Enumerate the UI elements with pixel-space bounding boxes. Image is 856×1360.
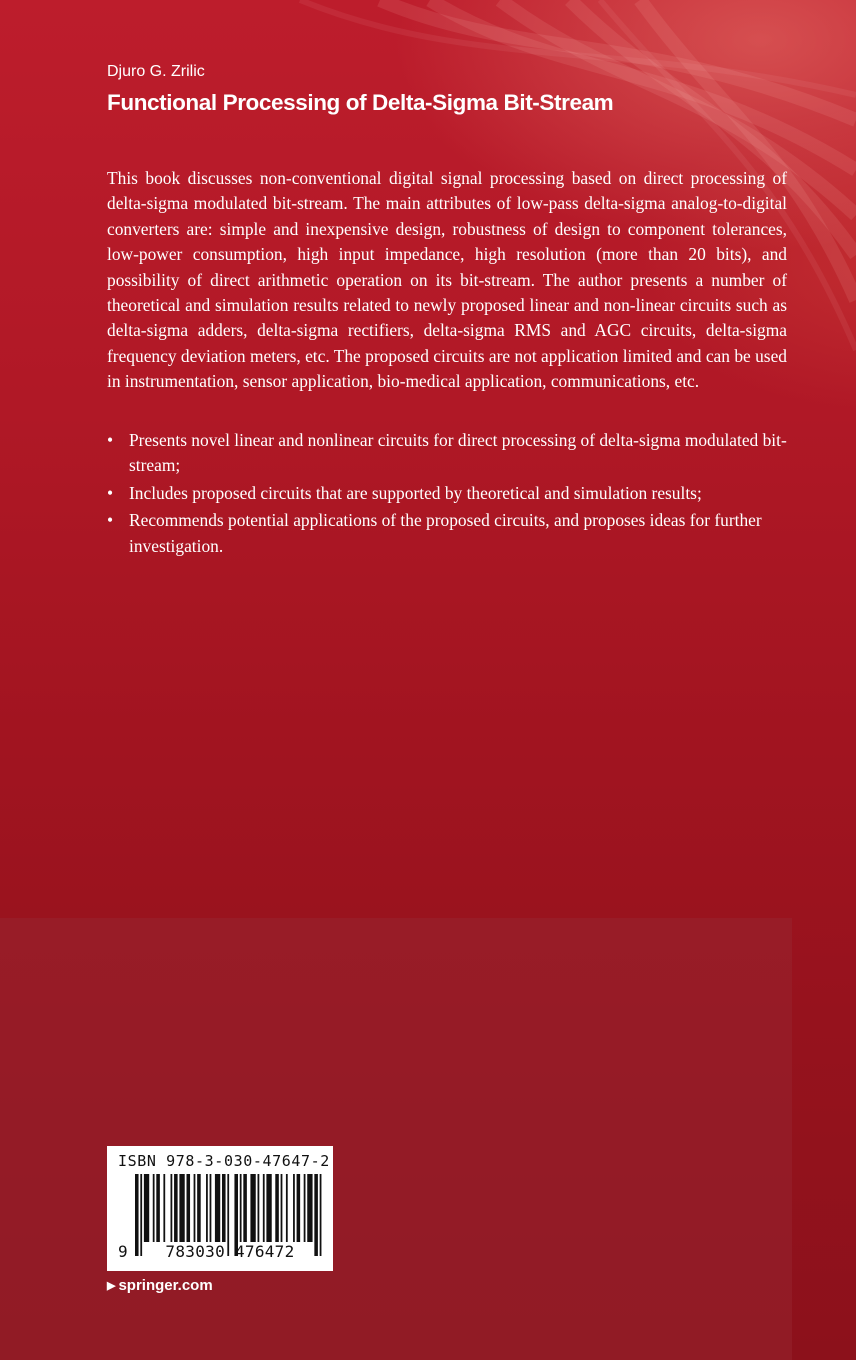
barcode-bar [174, 1174, 178, 1242]
book-description: This book discusses non-conventional digital signal processing based on direct processing of delta-sigma modulated bit-stream. The main attributes of low-pass delta-sigma analog-to-digital converters are: simple and inexpensive design, robustness of design to component tolerances, low-power consumption, high input impedance, high resolution (more than 20 bits), and possibility of direct arithmetic operation on its bit-stream. The author presents a number of theoretical and simulation results related to newly proposed linear and non-linear circuits such as delta-sigma adders, delta-sigma rectifiers, delta-sigma RMS and AGC circuits, delta-sigma frequency deviation meters, etc. The proposed circuits are not application limited and can be used in instrumentation, sensor application, bio-medical application, communications, etc. [107, 168, 787, 392]
barcode-bar [222, 1174, 226, 1242]
barcode-bar [197, 1174, 201, 1242]
barcode-bar [266, 1174, 271, 1242]
isbn-label: ISBN 978-3-030-47647-2 [118, 1152, 330, 1170]
bullet-icon: • [107, 510, 114, 531]
ean-digits: 783030 476472 [165, 1242, 295, 1261]
barcode-bar [258, 1174, 260, 1242]
barcode-bar [163, 1174, 165, 1242]
barcode-bar [240, 1174, 242, 1242]
feature-list [107, 428, 787, 561]
barcode-box [107, 1146, 333, 1271]
barcode-bar [156, 1174, 160, 1242]
barcode-bar [171, 1174, 173, 1242]
bullet-text: Recommends potential applications of the proposed circuits, and proposes ideas for further investigation. [129, 510, 762, 556]
publisher-link[interactable] [107, 1277, 213, 1294]
barcode-bar [144, 1174, 149, 1242]
barcode-bar [206, 1174, 208, 1242]
bullet-icon: • [107, 482, 114, 503]
barcode-bar [286, 1174, 288, 1242]
list-item [107, 428, 787, 479]
arrow-right-icon: ▶ [107, 1280, 116, 1292]
barcode-bar [293, 1174, 295, 1242]
barcode-bar [250, 1174, 255, 1242]
publisher-website: springer.com [118, 1277, 213, 1294]
bullet-icon: • [107, 430, 114, 450]
barcode-bar [215, 1174, 220, 1242]
ean-first-digit: 9 [118, 1242, 128, 1261]
barcode-bar [210, 1174, 212, 1242]
barcode-bar [153, 1174, 155, 1242]
bullet-text: Presents novel linear and nonlinear circuits for direct processing of delta-sigma modulated bit-stream; [129, 430, 787, 476]
list-item [107, 481, 787, 506]
barcode-bar [243, 1174, 247, 1242]
barcode-bar [297, 1174, 301, 1242]
barcode-bar [275, 1174, 279, 1242]
barcode-bar [187, 1174, 191, 1242]
barcode-bar [179, 1174, 184, 1242]
list-item [107, 508, 787, 559]
barcode-bar [307, 1174, 312, 1242]
barcode-bar [281, 1174, 283, 1242]
barcode-bar [304, 1174, 306, 1242]
author-name: Djuro G. Zrilic [107, 63, 205, 80]
barcode-bar [194, 1174, 196, 1242]
barcode-bar [263, 1174, 265, 1242]
bullet-text: Includes proposed circuits that are supported by theoretical and simulation results; [129, 482, 702, 503]
book-title: Functional Processing of Delta-Sigma Bit-Stream [107, 90, 614, 115]
